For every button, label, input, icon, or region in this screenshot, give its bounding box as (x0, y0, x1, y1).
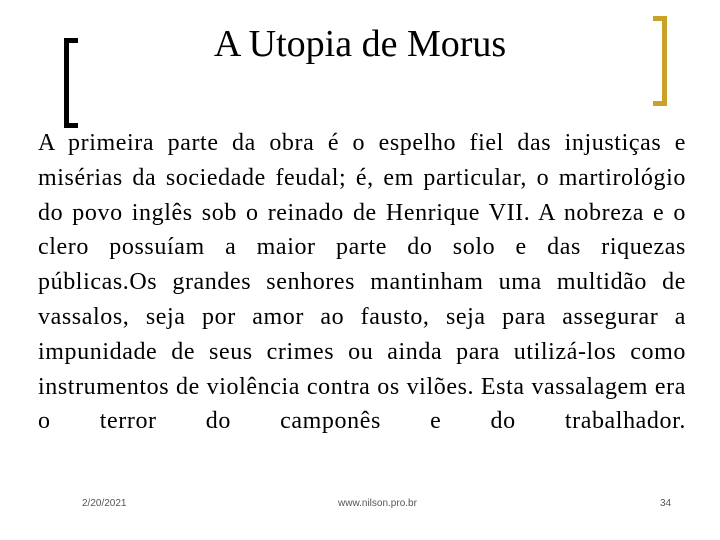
footer-page-number: 34 (660, 498, 672, 509)
footer-url: www.nilson.pro.br (338, 498, 417, 509)
slide-title: A Utopia de Morus (213, 23, 507, 65)
footer-date: 2/20/2021 (82, 498, 127, 509)
right-bracket-decoration (653, 16, 667, 106)
slide-body-text: A primeira parte da obra é o espelho fiel das injustiças e misérias da sociedade feudal; é, em particular, o martirológio do povo inglês sob o reinado de Henrique VII. A nobreza e o clero possuíam a maior parte do solo e das riquezas públicas.Os grandes senhores mantinham uma multidão de vassalos, seja por amor ao fausto, seja para assegurar a impunidade de seus crimes ou ainda para utilizá-los como instrumentos de violência contra os vilões. Esta vassalagem era o terror do camponês e do trabalhador. (38, 130, 686, 435)
left-bracket-decoration (64, 38, 78, 128)
